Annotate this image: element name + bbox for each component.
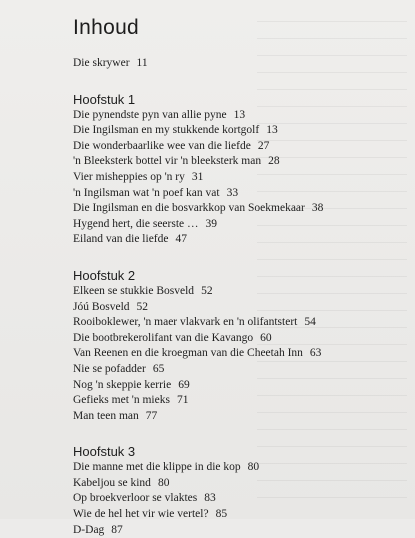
toc-entry xyxy=(73,523,408,538)
entry-title: Jóú Bosveld xyxy=(73,300,130,313)
entry-page: 63 xyxy=(309,347,322,360)
entry-title: Kabeljou se kind xyxy=(73,476,151,489)
entry-title: Gefieks met 'n mieks xyxy=(73,394,170,407)
toc-entry xyxy=(73,460,408,476)
entry-title: Van Reenen en die kroegman van die Cheetah Inn xyxy=(73,347,303,360)
toc-entry xyxy=(73,217,408,233)
entry-title: Vier misheppies op 'n ry xyxy=(73,170,185,183)
toc-entry xyxy=(73,154,408,170)
entry-title: Die bootbrekerolifant van die Kavango xyxy=(73,331,254,344)
entry-title: Die skrywer xyxy=(73,57,130,69)
entry-page: 31 xyxy=(191,170,204,183)
entry-title: Op broekverloor se vlaktes xyxy=(73,492,198,505)
entry-title: Hygend hert, die seerste … xyxy=(73,217,199,230)
toc-entry xyxy=(73,170,408,186)
toc-entry xyxy=(73,108,408,124)
entry-page: 54 xyxy=(304,316,316,329)
entry-title: Rooiboklewer, 'n maer vlakvark en 'n olifantstert xyxy=(73,316,298,329)
toc-entry xyxy=(73,284,408,300)
chapter-heading: Hoofstuk 2 xyxy=(73,267,136,283)
toc-entry xyxy=(73,232,408,248)
toc-entry xyxy=(73,409,408,425)
entry-title: Wie de hel het vir wie vertel? xyxy=(73,508,209,521)
entry-page: 65 xyxy=(152,362,165,375)
toc-entry xyxy=(73,476,408,492)
toc-entry xyxy=(73,362,408,378)
toc-entry xyxy=(73,201,408,217)
entry-page: 47 xyxy=(175,233,187,246)
entry-title: D-Dag xyxy=(73,523,105,536)
toc-entry xyxy=(73,139,408,155)
entry-page: 11 xyxy=(136,57,148,69)
toc-entry xyxy=(73,315,408,331)
entry-page: 38 xyxy=(311,202,324,215)
entry-page: 33 xyxy=(226,186,239,199)
entry-page: 28 xyxy=(268,155,280,168)
toc-entry xyxy=(73,346,408,362)
toc-entry xyxy=(73,56,408,72)
entry-title: Nog 'n skeppie kerrie xyxy=(73,378,172,391)
entry-page: 87 xyxy=(111,523,123,536)
page-title: Inhoud xyxy=(73,16,140,39)
chapter-heading: Hoofstuk 3 xyxy=(73,444,136,460)
entry-page: 71 xyxy=(176,394,189,407)
toc-entry xyxy=(73,123,408,139)
entry-title: Die wonderbaarlike wee van die liefde xyxy=(73,139,251,152)
entry-page: 85 xyxy=(215,508,228,521)
chapter-heading: Hoofstuk 1 xyxy=(73,91,136,107)
toc-entry xyxy=(73,507,408,523)
entry-page: 27 xyxy=(257,139,270,152)
entry-page: 80 xyxy=(157,476,170,489)
entry-page: 77 xyxy=(145,409,158,422)
table-of-contents xyxy=(73,14,408,538)
entry-page: 39 xyxy=(205,217,218,230)
entry-page: 83 xyxy=(204,492,216,505)
entry-title: Eiland van die liefde xyxy=(73,233,169,246)
entry-page: 52 xyxy=(201,284,213,297)
toc-entry xyxy=(73,300,408,316)
entry-page: 80 xyxy=(247,461,260,474)
entry-page: 13 xyxy=(233,108,246,121)
toc-entry xyxy=(73,491,408,507)
entry-title: 'n Bleeksterk bottel vir 'n bleeksterk man xyxy=(73,155,262,168)
entry-title: Man teen man xyxy=(73,409,139,422)
toc-entry xyxy=(73,393,408,409)
entry-title: Nie se pofadder xyxy=(73,362,146,375)
entry-page: 52 xyxy=(136,300,149,313)
entry-title: Die Ingilsman en die bosvarkkop van Soekmekaar xyxy=(73,202,305,215)
entry-page: 69 xyxy=(178,378,190,391)
entry-page: 60 xyxy=(260,331,272,344)
toc-entry xyxy=(73,186,408,202)
toc-entry xyxy=(73,378,408,394)
entry-title: 'n Ingilsman wat 'n poef kan vat xyxy=(73,186,220,199)
entry-title: Die Ingilsman en my stukkende kortgolf xyxy=(73,124,260,137)
entry-title: Elkeen se stukkie Bosveld xyxy=(73,284,195,297)
entry-title: Die pynendste pyn van allie pyne xyxy=(73,108,227,121)
entry-page: 13 xyxy=(266,124,278,137)
entry-title: Die manne met die klippe in die kop xyxy=(73,461,241,474)
toc-entry xyxy=(73,331,408,347)
